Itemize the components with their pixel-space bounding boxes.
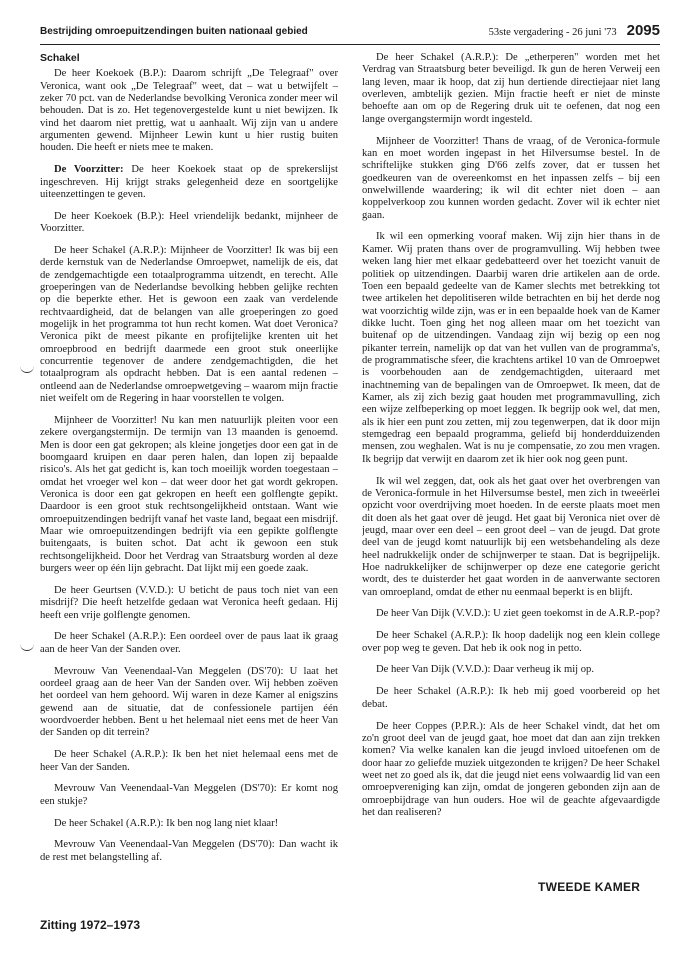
paragraph: Ik wil wel zeggen, dat, ook als het gaat over het overbrengen van de Veronica-formule in het Hilversumse bestel, men zich in tweeërlei opzicht voor overdrijving moet hoeden. In de eerste plaats moet men dit doen als het gaat over dè jeugd. Het gaat bij Veronica niet over dè jeugd, maar over een deel – een groot deel – van de jeugd. Dat grote deel van de jeugd komt natuurlijk bij een wetsbehandeling als deze heel nadrukkelijk onder de schijnwerper te staan. Dat is begrijpelijk. Hoe nadrukkelijker de schijnwerper op deze ene categorie gericht wordt, des te duisterder het gaat worden in de aanverwante sectoren van omroepland, omdat de ether nu eenmaal beperkt is en blijft. [362,475,660,598]
speaker-name: De Voorzitter: [54,164,124,176]
chamber-label: TWEEDE KAMER [538,880,641,894]
paragraph: De heer Van Dijk (V.V.D.): U ziet geen toekomst in de A.R.P.-pop? [376,608,660,620]
margin-mark [20,365,34,373]
paragraph: De heer Schakel (A.R.P.): Ik hoop dadelijk nog een klein college over pop weg te geven. Dat heb ik ook nog in petto. [362,630,660,654]
paragraph: De heer Van Dijk (V.V.D.): Daar verheug ik mij op. [376,664,595,676]
page-number: 2095 [626,22,660,39]
paragraph: De heer Schakel (A.R.P.): Ik ben nog lang niet klaar! [54,817,279,829]
section-heading: Schakel [40,52,80,64]
right-column [362,52,660,902]
paragraph: De heer Koekoek (B.P.): Daarom schrijft „De Telegraaf" over Veronica, want ook „De Telegraaf" weet, dat – wat u betwijfelt – zeker 70 pct. van de Nederlandse bevolking Veronica zonder meer wil behouden. Dat is zo. Het tegenovergestelde kunt u niet bewijzen. Ik vind het daarom niet prettig, wat u aanhaalt. Wij zijn van u andere argumenten gewend. Mijnheer Lewin kunt u hier rustig buiten houden. Die heeft er niets mee te maken. [40,68,338,154]
page-header [40,22,660,45]
paragraph: Ik wil een opmerking vooraf maken. Wij zijn hier thans in de Kamer. Wij praten thans over de programvulling. Wij hebben twee weken lang hier met elkaar gedebatteerd over het toezicht vanuit de politiek op uitzendingen. Daarbij waren drie artikelen aan de orde. Toen een bepaald gedeelte van de Kamer slechts met betrekking tot twee artikelen het depolitiseren wilde betrachten en bij het derde nog wat voorzichtig wilde zijn, was er in een bepaalde hoek van de Kamer dikke lucht. Toen ging het nog alleen maar om het toezicht van buitenaf op de uitzendingen. Vandaag zijn wij bezig op een nog pikanter terrein, namelijk op dat van het vullen van de programma's, de programmatische sfeer, die krachtens artikel 10 van de Omroepwet is voorbehouden aan de zendgemachtigden, uiteraard met inachtneming van de bepalingen van de Omroepwet. Ik meen, dat de Kamer, als zij zich bezig gaat houden met programmavulling, zich een wijze zelfbeperking op moet leggen. Ik begrijp ook wel, dat men, als ik hier een punt zou zetten, mij zou tegenwerpen, dat ik door mijn stemgedrag een bepaald programma, geliefd bij honderdduizenden mensen, zou weghalen. Wat is nu je compensatie, zo zou men vragen. Ik begrijp dat verwijt en daarom zet ik hier ook nog geen punt. [362,231,660,465]
left-column [40,52,338,902]
session-footer: Zitting 1972–1973 [40,918,141,932]
margin-mark [20,643,34,651]
paragraph: De heer Coppes (P.P.R.): Als de heer Schakel vindt, dat het om zo'n groot deel van de jeugd gaat, hoe moet dat dan aan zijn trekken komen? Via welke kanalen kan die jeugd invloed uitoefenen om de door haar zo geliefde muziek uitgezonden te krijgen? De heer Schakel weet net zo goed als ik, dat die jeugd niet eens volwaardig lid van een omroepvereniging kan zijn, omdat de jongeren gebonden zijn aan de omroepbijdrage van hun ouders. Hoe wil de geachte afgevaardigde het dan realiseren? [362,720,660,818]
paragraph: De heer Schakel (A.R.P.): Mijnheer de Voorzitter! Ik was bij een derde kernstuk van de Nederlandse Omroepwet, namelijk de eis, dat de zendgemachtigde een totaalprogramma uitzendt, en terecht. Alle groeperingen van de Nederlandse bevolking hebben gelijke rechten op die beperkte ether. Het is gewoon een zaak van verdelende rechtvaardigheid, dat de belangen van alle groeperingen zo goed mogelijk in het programma tot hun recht komen. Wat doet Veronica? Veronica pikt de meest pikante en profijtelijke krenten uit het omroepbrood en bedrijft daarmede een groot stuk oneerlijke concurrentie tegenover de andere zendgemachtigden, die het totaalprogram als opdracht hebben. Dat is een aantal redenen – ontleend aan de Nederlandse omroepwetgeving – waarom mijn fractie niet weifelt om de Regering in haar voorstellen te volgen. [40,244,338,405]
paragraph: Mijnheer de Voorzitter! Thans de vraag, of de Veronica-formule kan en moet worden ingepast in het Hilversumse bestel. In de schriftelijke stukken ging D'66 zelfs zover, dat er tussen het goedkeuren van de overeenkomst en het inpassen zelfs – bij een onwelwillende waardering; ik wil dit echter niet doen – aan koppelverkoop zou kunnen worden gedacht. Zover wil ik echter niet gaan. [362,135,660,221]
paragraph-text: De heer Koekoek staat op de sprekerslijst ingeschreven. Hij krijgt straks gelegenheid deze en soortgelijke uiteenzettingen te geven. [40,164,338,200]
session-label: 53ste vergadering - 26 juni '73 [488,27,617,38]
paragraph: Mevrouw Van Veenendaal-Van Meggelen (DS'70): Dan wacht ik de rest met belangstelling af. [40,839,338,863]
paragraph: De heer Schakel (A.R.P.): Een oordeel over de paus laat ik graag aan de heer Van der Sanden over. [40,631,338,655]
paragraph: De heer Koekoek (B.P.): Heel vriendelijk bedankt, mijnheer de Voorzitter. [40,210,338,235]
paragraph [40,164,338,201]
paragraph: Mijnheer de Voorzitter! Nu kan men natuurlijk pleiten voor een zekere overgangstermijn. De termijn van 13 maanden is genoemd. Men is door een gat gekropen; als kleine jongetjes door een gat in de boomgaard kruipen en daar peren halen, dan lopen zij bepaalde risico's. Als het gat gedicht is, kan toch moeilijk worden toegestaan – omdat het vroeger wel kon – dat weer door het gat wordt gekropen. Veronica is door een gat gekropen en heeft een golflengte gepikt. Daardoor is een groot stuk rechtsongelijkheid ontstaan. Want wie omroepuitzendingen bedrijft vanaf het vaste land, begaat een misdrijf. Maar wie omroepuitzendingen bedrijft via een gepikte golflengte buitengaats, is buiten schot. Dat acht ik gewoon een stuk rechtsongelijkheid. Door het Verdrag van Straatsburg worden al deze burgers weer op één lijn gebracht. Dat lijkt mij een goede zaak. [40,414,338,575]
header-right [489,22,660,40]
paragraph: De heer Schakel (A.R.P.): De „etherperen" worden met het Verdrag van Straatsburg beter beveiligd. Ik gun de heren Verweij een lang leven, maar ik hoop, dat zij hun dertiende directiejaar niet lang overleven, ambtelijk gezien. Mijn fractie heeft er niet de minste behoefte aan om op de Regering druk uit te oefenen, dat nog een lange overgangstermijn wordt ingesteld. [362,52,660,125]
paragraph: Mevrouw Van Veenendaal-Van Meggelen (DS'70): Er komt nog een stukje? [40,783,338,807]
paragraph: Mevrouw Van Veenendaal-Van Meggelen (DS'70): U laat het oordeel graag aan de heer Van der Sanden over. Wij hebben zoëven het oordeel van hem gehoord. Wij waren in deze Kamer al enigszins gewend aan de situatie, dat de confessionele partijen één woordvoerder hebben. Bent u het helemaal niet eens met de heer Van der Sanden op dit terrein? [40,665,338,739]
paragraph: De heer Schakel (A.R.P.): Ik ben het niet helemaal eens met de heer Van der Sanden. [40,749,338,773]
paragraph: De heer Geurtsen (V.V.D.): U beticht de paus toch niet van een misdrijf? Die heeft hetzelfde gedaan wat Veronica heeft gedaan. Hij heeft een vrije golflengte genomen. [40,584,338,621]
running-title: Bestrijding omroepuitzendingen buiten nationaal gebied [40,26,308,37]
paragraph: De heer Schakel (A.R.P.): Ik heb mij goed voorbereid op het debat. [362,686,660,710]
